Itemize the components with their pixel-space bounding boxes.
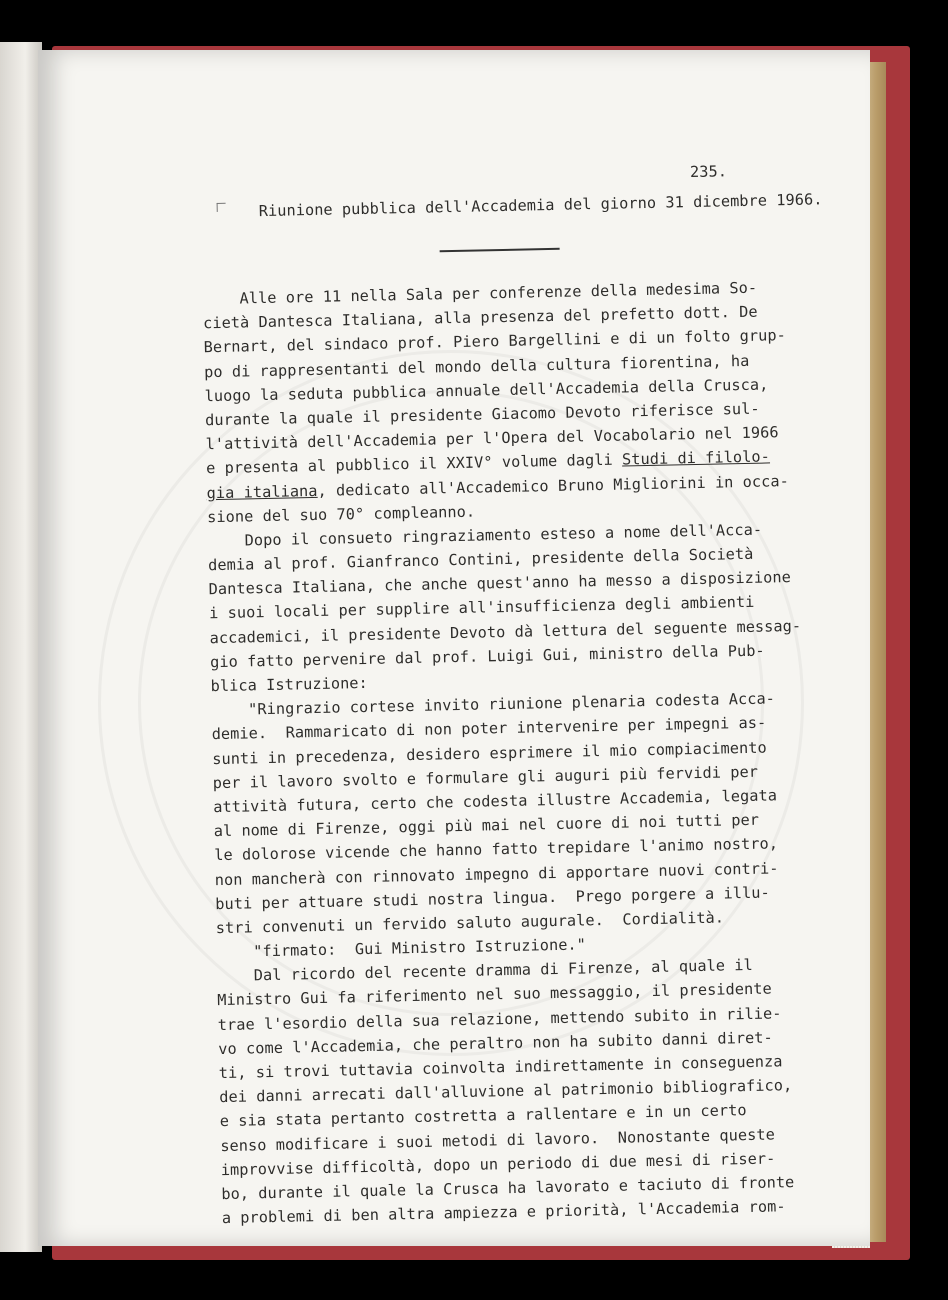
page-number: 235.	[689, 162, 728, 182]
page-heading: Riunione pubblica dell'Accademia del giorno 31 dicembre 1966.	[258, 190, 823, 221]
text-line: demie. Rammaricato di non poter intervenire per impegni as-	[211, 713, 767, 744]
left-page-edge	[0, 42, 42, 1252]
text-line: dei danni arrecati dall'alluvione al patrimonio bibliografico,	[219, 1076, 793, 1107]
text-line: i suoi locali per supplire all'insufficienza degli ambienti	[208, 593, 755, 623]
text-line: attività futura, certo che codesta illustre Accademia, legata	[213, 786, 778, 817]
text-line: senso modificare i suoi metodi di lavoro. Nonostante queste	[220, 1125, 776, 1155]
text-line: l'attività dell'Accademia per l'Opera del Vocabolario nel 1966	[205, 423, 779, 454]
text-line: Dopo il consueto ringraziamento esteso a nome dell'Acca-	[207, 520, 763, 551]
text-line: po di rappresentanti del mondo della cultura fiorentina, ha	[203, 351, 750, 381]
text-line: a problemi di ben altra ampiezza e priorità, l'Accademia rom-	[221, 1197, 786, 1228]
text-line: buti per attuare studi nostra lingua. Prego porgere a illu-	[215, 883, 770, 913]
text-line: Alle ore 11 nella Sala per conferenze della medesima So-	[202, 278, 758, 309]
typed-text-area	[38, 50, 870, 1246]
document-page	[38, 50, 870, 1246]
text-line: cietà Dantesca Italiana, alla presenza del prefetto dott. De	[202, 302, 758, 333]
text-line: sione del suo 70° compleanno.	[206, 502, 476, 526]
text-line: trae l'esordio della sua relazione, mettendo subito in rilie-	[217, 1003, 782, 1034]
text-line: al nome di Firenze, oggi più mai nel cuore di noi tutti per	[213, 810, 760, 841]
text-line: per il lavoro svolto e formulare gli auguri più fervidi per	[212, 762, 759, 792]
text-line: stri convenuti un fervido saluto augurale. Cordialità.	[215, 908, 725, 938]
text-line: non mancherà con rinnovato impegno di apportare nuovi contri-	[214, 858, 779, 889]
text-line: "firmato: Gui Ministro Istruzione."	[216, 935, 587, 962]
underlined-title: Studi di filolo-	[621, 447, 771, 469]
text-line: luogo la seduta pubblica annuale dell'Accademia della Crusca,	[204, 375, 769, 405]
corner-mark	[217, 203, 226, 212]
text-line: durante la quale il presidente Giacomo Devoto riferisce sul-	[204, 399, 760, 430]
text-line: gio fatto pervenire dal prof. Luigi Gui, ministro della Pub-	[210, 641, 765, 672]
text-line: le dolorose vicende che hanno fatto trepidare l'animo nostro,	[214, 834, 779, 865]
text-segment: e presenta al pubblico il XXIV° volume dagli	[205, 450, 623, 478]
text-line: sunti in precedenza, desidero esprimere il mio compiacimento	[212, 738, 767, 768]
text-line: vo come l'Accademia, che peraltro non ha subito danni diret-	[218, 1028, 773, 1058]
body-text	[202, 275, 822, 1231]
text-line: demia al prof. Gianfranco Contini, presidente della Società	[207, 544, 754, 575]
text-line: bo, durante il quale la Crusca ha lavorato e taciuto di fronte	[221, 1173, 795, 1204]
text-line: Dantesca Italiana, che anche quest'anno ha messo a disposizione	[208, 568, 792, 599]
text-line: ti, si trovi tuttavia coinvolta indirettamente in conseguenza	[218, 1052, 783, 1083]
text-line: Dal ricordo del recente dramma di Firenze, al quale il	[216, 956, 753, 986]
text-line: Bernart, del sindaco prof. Piero Bargellini e di un folto grup-	[203, 326, 787, 357]
heading-rule	[440, 248, 560, 253]
text-line: accademici, il presidente Devoto dà lettura del seguente messag-	[209, 616, 802, 647]
text-line: e sia stata pertanto costretta a rallentare e in un certo	[219, 1101, 747, 1131]
text-line: blica Istruzione:	[210, 673, 369, 696]
text-line: Ministro Gui fa riferimento nel suo messaggio, il presidente	[217, 979, 772, 1010]
text-segment: , dedicato all'Accademico Bruno Migliorini in occa-	[317, 471, 790, 500]
text-line: improvvise difficoltà, dopo un periodo di due mesi di riser-	[220, 1149, 776, 1179]
underlined-title: gia italiana	[206, 481, 318, 502]
text-line: "Ringrazio cortese invito riunione plenaria codesta Acca-	[211, 689, 776, 720]
